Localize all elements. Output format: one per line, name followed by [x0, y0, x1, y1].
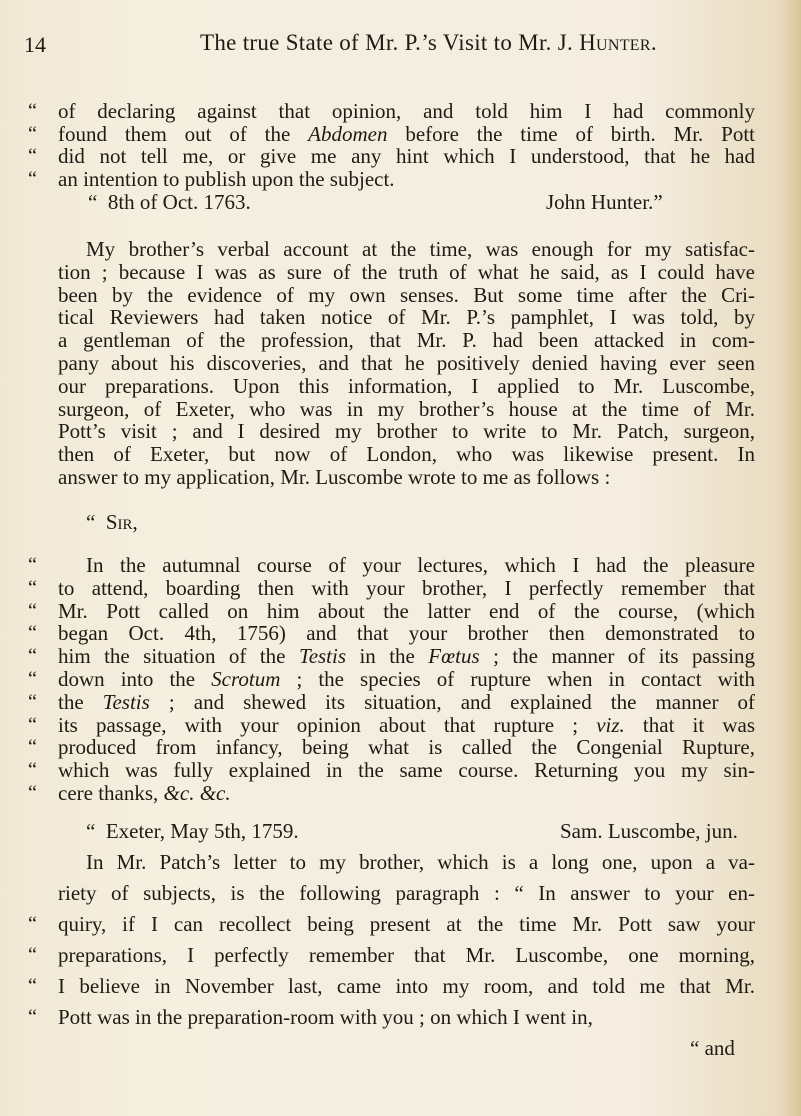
text: Sir, — [105, 510, 138, 534]
text: which was fully explained in the same course. Returning you my sin- — [58, 758, 755, 782]
text: did not tell me, or give me any hint which I understood, that he had — [58, 144, 755, 168]
text: Mr. Pott called on him about the latter end of the course, (which — [58, 599, 755, 623]
quote-mark: “ — [86, 510, 96, 534]
quote-mark: “ — [28, 944, 37, 966]
text: ; the species of rupture when in contact with — [280, 667, 755, 691]
text-italic: Fœtus — [428, 644, 480, 668]
quote-mark: “ — [28, 782, 37, 804]
text-italic: Testis — [298, 644, 347, 668]
paragraph2-line — [28, 974, 755, 998]
text: In the autumnal course of your lectures, which I had the pleasure — [86, 553, 755, 577]
letter2-line — [28, 576, 755, 600]
letter2-line — [28, 644, 755, 668]
text: began Oct. 4th, 1756) and that your brother then demonstrated to — [58, 621, 755, 645]
text: Exeter, May 5th, 1759. — [105, 819, 299, 843]
quote-mark: “ — [28, 600, 37, 622]
paragraph-line: answer to my application, Mr. Luscombe wrote to me as follows : — [58, 465, 611, 489]
letter2-line — [28, 735, 755, 759]
paragraph-line: My brother’s verbal account at the time, was enough for my satisfac- — [86, 237, 755, 261]
letter1-line — [28, 99, 755, 123]
text: to attend, boarding then with your brother, I perfectly remember that — [58, 576, 755, 600]
paragraph2-line — [28, 1005, 755, 1029]
quote-mark: “ — [28, 691, 37, 713]
text: down into the — [58, 667, 212, 691]
quote-mark: “ — [28, 736, 37, 758]
letter1-line — [28, 144, 755, 168]
paragraph2-line — [58, 881, 755, 905]
text: produced from infancy, being what is called the Congenial Rupture, — [58, 735, 755, 759]
letter2-line — [28, 553, 755, 577]
text: Pott was in the preparation-room with you ; on which I went in, — [58, 1005, 593, 1029]
paragraph-line: tical Reviewers had taken notice of Mr. P.’s pamphlet, I was told, by — [58, 305, 755, 329]
text-italic: viz. — [596, 713, 625, 737]
text: of declaring against that opinion, and told him I had commonly — [58, 99, 755, 123]
text: found them out of the — [58, 122, 309, 146]
running-title-text: The true State of Mr. P.’s Visit to Mr. J. — [200, 30, 580, 55]
quote-mark: “ — [28, 1006, 37, 1028]
quote-mark: “ — [28, 913, 37, 935]
quote-mark: “ — [28, 145, 37, 167]
text-italic: Abdomen — [308, 122, 388, 146]
text: him the situation of the — [58, 644, 299, 668]
paragraph-line: surgeon, of Exeter, who was in my brother’s house at the time of Mr. — [58, 397, 755, 421]
quote-mark: “ — [86, 819, 96, 843]
text: 8th of Oct. 1763. — [107, 190, 251, 214]
paragraph-line: then of Exeter, but now of London, who was likewise present. In — [58, 442, 755, 466]
salutation — [86, 510, 138, 534]
quote-mark: “ — [28, 554, 37, 576]
running-title — [200, 30, 657, 56]
quote-mark: “ — [28, 714, 37, 736]
paragraph-line: tion ; because I was as sure of the truth of what he said, as I could have — [58, 260, 755, 284]
text: ; the manner of its passing — [479, 644, 755, 668]
letter2-signature: Sam. Luscombe, jun. — [560, 819, 738, 843]
page-header — [24, 28, 724, 56]
paragraph2-line — [28, 912, 755, 936]
quote-mark: “ — [28, 577, 37, 599]
paragraph2-line — [28, 943, 755, 967]
text: its passage, with your opinion about that rupture ; — [58, 713, 597, 737]
text: that it was — [624, 713, 755, 737]
text: I believe in November last, came into my room, and told me that Mr. — [58, 974, 755, 998]
paragraph-line: pany about his discoveries, and that he positively denied having ever seen — [58, 351, 755, 375]
text: In Mr. Patch’s letter to my brother, which is a long one, upon a va- — [86, 850, 755, 874]
letter2-line — [28, 667, 755, 691]
text: cere thanks, — [58, 781, 164, 805]
text-italic: Scrotum — [211, 667, 281, 691]
text-italic: &c. &c. — [163, 781, 231, 805]
letter2-line — [28, 599, 755, 623]
text: riety of subjects, is the following paragraph : “ In answer to your en- — [58, 881, 755, 905]
quote-mark: “ — [28, 668, 37, 690]
quote-mark: “ — [28, 975, 37, 997]
quote-mark: “ — [28, 100, 37, 122]
text: in the — [346, 644, 429, 668]
paragraph-line: a gentleman of the profession, that Mr. P. had been attacked in com- — [58, 328, 755, 352]
letter2-line — [28, 690, 755, 714]
paragraph-line: our preparations. Upon this information, I applied to Mr. Luscombe, — [58, 374, 755, 398]
letter2-line — [28, 713, 755, 737]
quote-mark: “ — [88, 190, 98, 214]
running-title-name: Hunter. — [579, 30, 657, 55]
quote-mark: “ — [28, 123, 37, 145]
text: preparations, I perfectly remember that Mr. Luscombe, one morning, — [58, 943, 755, 967]
catchword: “ and — [690, 1036, 735, 1060]
paragraph-line: been by the evidence of my own senses. But some time after the Cri- — [58, 283, 755, 307]
quote-mark: “ — [28, 645, 37, 667]
paragraph-line: Pott’s visit ; and I desired my brother to write to Mr. Patch, surgeon, — [58, 419, 755, 443]
letter2-place-date — [86, 819, 299, 843]
quote-mark: “ — [28, 168, 37, 190]
letter1-line — [28, 122, 755, 146]
paragraph2-line — [86, 850, 755, 874]
quote-mark: “ — [28, 759, 37, 781]
letter1-date — [88, 190, 251, 214]
text: before the time of birth. Mr. Pott — [387, 122, 755, 146]
letter1-line — [28, 167, 755, 191]
letter2-line — [28, 758, 755, 782]
text: quiry, if I can recollect being present at the time Mr. Pott saw your — [58, 912, 755, 936]
text: ; and shewed its situation, and explained the manner of — [149, 690, 755, 714]
letter2-line — [28, 781, 755, 805]
quote-mark: “ — [28, 622, 37, 644]
page-number: 14 — [24, 32, 46, 57]
text: an intention to publish upon the subject. — [58, 167, 395, 191]
letter1-signature: John Hunter.” — [546, 190, 663, 214]
text-italic: Testis — [102, 690, 150, 714]
letter2-line — [28, 621, 755, 645]
text: the — [58, 690, 103, 714]
